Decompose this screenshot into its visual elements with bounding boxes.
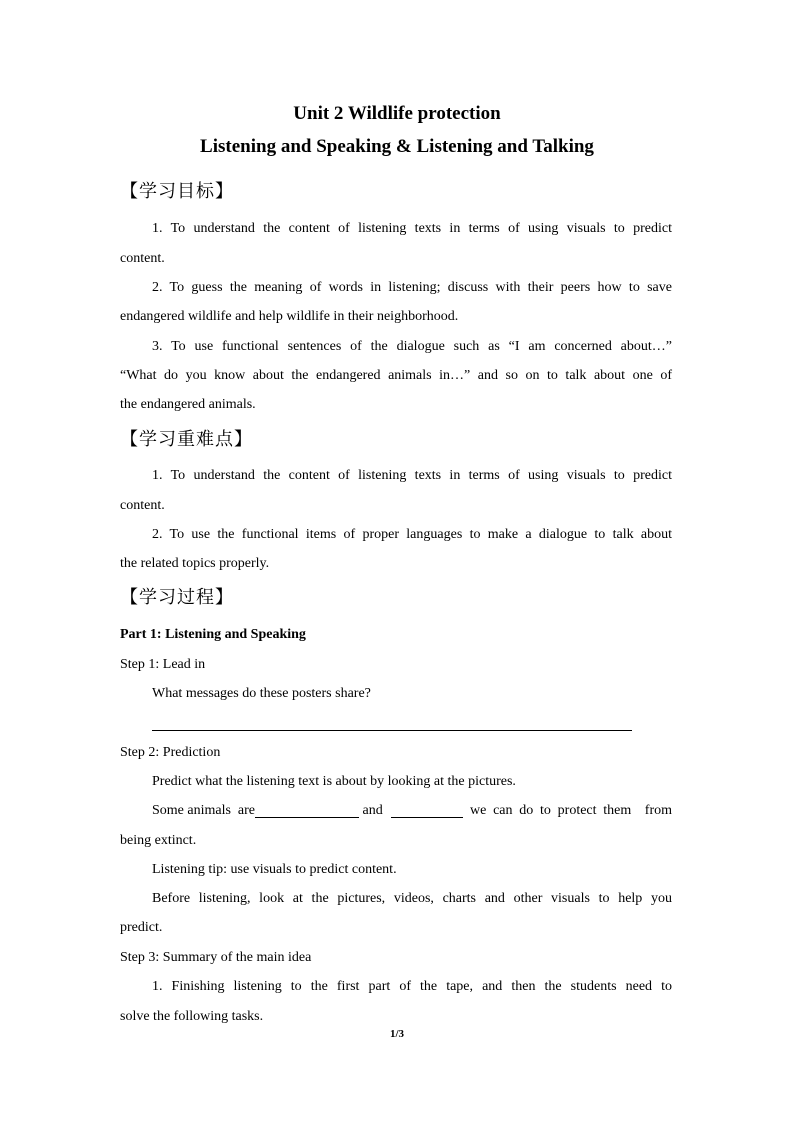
key-points-heading: 【学习重难点】 (120, 429, 253, 450)
listening-tip: Listening tip: use visuals to predict content. (152, 862, 397, 877)
step-3-task-line-2: solve the following tasks. (120, 1009, 264, 1024)
step-2-fill-in-line (152, 803, 672, 819)
objective-3-line-1: 3. To use functional sentences of the dialogue such as “I am concerned about…” (152, 339, 672, 354)
objective-1-line-2: content. (120, 251, 165, 266)
objective-3-line-2: “What do you know about the endangered animals in…” and so on to talk about one of (120, 368, 672, 383)
process-heading: 【学习过程】 (120, 587, 234, 608)
step-2-note-line-1: Before listening, look at the pictures, videos, charts and other visuals to help you (152, 891, 672, 906)
key-point-1-line-2: content. (120, 498, 165, 513)
step-2-heading: Step 2: Prediction (120, 745, 221, 760)
objective-1-line-1: 1. To understand the content of listening texts in terms of using visuals to predict (152, 221, 672, 236)
step-3-heading: Step 3: Summary of the main idea (120, 950, 312, 965)
part-1-heading: Part 1: Listening and Speaking (120, 627, 306, 642)
key-point-2-line-1: 2. To use the functional items of proper languages to make a dialogue to talk about (152, 527, 672, 542)
fill-in-text-c: we can do to protect them from (463, 803, 672, 818)
objective-3-line-3: the endangered animals. (120, 397, 256, 412)
fill-in-text-a: Some animals are (152, 803, 256, 818)
key-point-1-line-1: 1. To understand the content of listening texts in terms of using visuals to predict (152, 468, 672, 483)
page-number: 1/3 (389, 1028, 405, 1040)
step-1-question: What messages do these posters share? (152, 686, 371, 701)
answer-line (152, 730, 632, 731)
fill-in-blank-1 (255, 803, 359, 818)
step-2-fill-in-line-2: being extinct. (120, 833, 197, 848)
step-2-note-line-2: predict. (120, 920, 163, 935)
fill-in-text-b: and (359, 803, 387, 818)
key-point-2-line-2: the related topics properly. (120, 556, 270, 571)
document-title: Unit 2 Wildlife protection (293, 103, 501, 124)
step-1-heading: Step 1: Lead in (120, 657, 206, 672)
fill-in-blank-2 (391, 803, 463, 818)
objectives-heading: 【学习目标】 (120, 181, 234, 202)
document-subtitle: Listening and Speaking & Listening and Talking (200, 136, 594, 157)
step-3-task-line-1: 1. Finishing listening to the first part of the tape, and then the students need to (152, 979, 672, 994)
step-2-instruction: Predict what the listening text is about by looking at the pictures. (152, 774, 516, 789)
objective-2-line-1: 2. To guess the meaning of words in listening; discuss with their peers how to save (152, 280, 672, 295)
objective-2-line-2: endangered wildlife and help wildlife in their neighborhood. (120, 309, 459, 324)
